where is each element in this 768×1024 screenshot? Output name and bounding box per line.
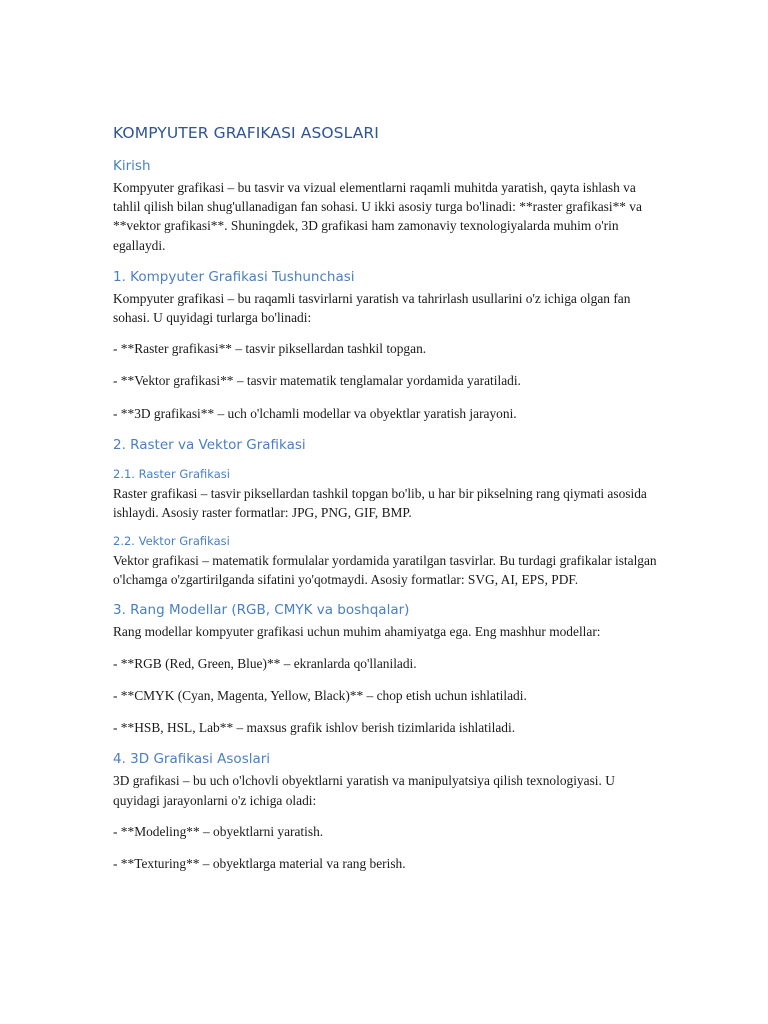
section-heading-3: 3. Rang Modellar (RGB, CMYK va boshqalar) <box>113 601 410 618</box>
list-item: - **Raster grafikasi** – tasvir piksellardan tashkil topgan. <box>113 341 427 357</box>
subsection-2-2-paragraph: Vektor grafikasi – matematik formulalar yordamida yaratilgan tasvirlar. Bu turdagi grafikalar istalgan o'lchamga o'zgartirilganda sifatini yo'qotmaydi. Asosiy formatlar: SVG, AI, EPS, PDF. <box>113 553 657 588</box>
section-heading-2: 2. Raster va Vektor Grafikasi <box>113 436 306 453</box>
list-item: - **CMYK (Cyan, Magenta, Yellow, Black)** – chop etish uchun ishlatiladi. <box>113 688 527 704</box>
section-heading-4: 4. 3D Grafikasi Asoslari <box>113 751 271 768</box>
list-item: - **Modeling** – obyektlarni yaratish. <box>113 823 324 839</box>
section-heading-intro: Kirish <box>113 158 151 174</box>
section-heading-1: 1. Kompyuter Grafikasi Tushunchasi <box>113 268 355 285</box>
subsection-heading-2-1: 2.1. Raster Grafikasi <box>113 466 230 481</box>
section-4-paragraph: 3D grafikasi – bu uch o'lchovli obyektlarni yaratish va manipulyatsiya qilish texnologiyasi. U quyidagi jarayonlarni o'z ichiga oladi: <box>113 773 615 808</box>
list-item: - **HSB, HSL, Lab** – maxsus grafik ishlov berish tizimlarida ishlatiladi. <box>113 720 516 736</box>
document-page <box>113 124 658 873</box>
subsection-heading-2-2: 2.2. Vektor Grafikasi <box>113 534 230 549</box>
section-1-paragraph: Kompyuter grafikasi – bu raqamli tasvirlarni yaratish va tahrirlash usullarini o'z ichiga olgan fan sohasi. U quyidagi turlarga bo'linadi: <box>113 290 631 326</box>
intro-paragraph: Kompyuter grafikasi – bu tasvir va vizual elementlarni raqamli muhitda yaratish, qayta ishlash va tahlil qilish bilan shug'ullanadigan fan sohasi. U ikki asosiy turga bo'linadi: **raster grafikasi** va **vektor grafikasi**. Shuningdek, 3D grafikasi ham zamonaviy texnologiyalarda muhim o'rin egallaydi. <box>113 180 642 253</box>
document-title: KOMPYUTER GRAFIKASI ASOSLARI <box>113 124 379 142</box>
list-item: - **Texturing** – obyektlarga material va rang berish. <box>113 856 406 872</box>
list-item: - **Vektor grafikasi** – tasvir matematik tenglamalar yordamida yaratiladi. <box>113 373 521 389</box>
subsection-2-1-paragraph: Raster grafikasi – tasvir piksellardan tashkil topgan bo'lib, u har bir pikselning rang qiymati asosida ishlaydi. Asosiy raster formatlar: JPG, PNG, GIF, BMP. <box>113 485 647 521</box>
section-3-paragraph: Rang modellar kompyuter grafikasi uchun muhim ahamiyatga ega. Eng mashhur modellar: <box>113 623 601 639</box>
list-item: - **3D grafikasi** – uch o'lchamli modellar va obyektlar yaratish jarayoni. <box>113 405 517 421</box>
list-item: - **RGB (Red, Green, Blue)** – ekranlarda qo'llaniladi. <box>113 655 417 671</box>
